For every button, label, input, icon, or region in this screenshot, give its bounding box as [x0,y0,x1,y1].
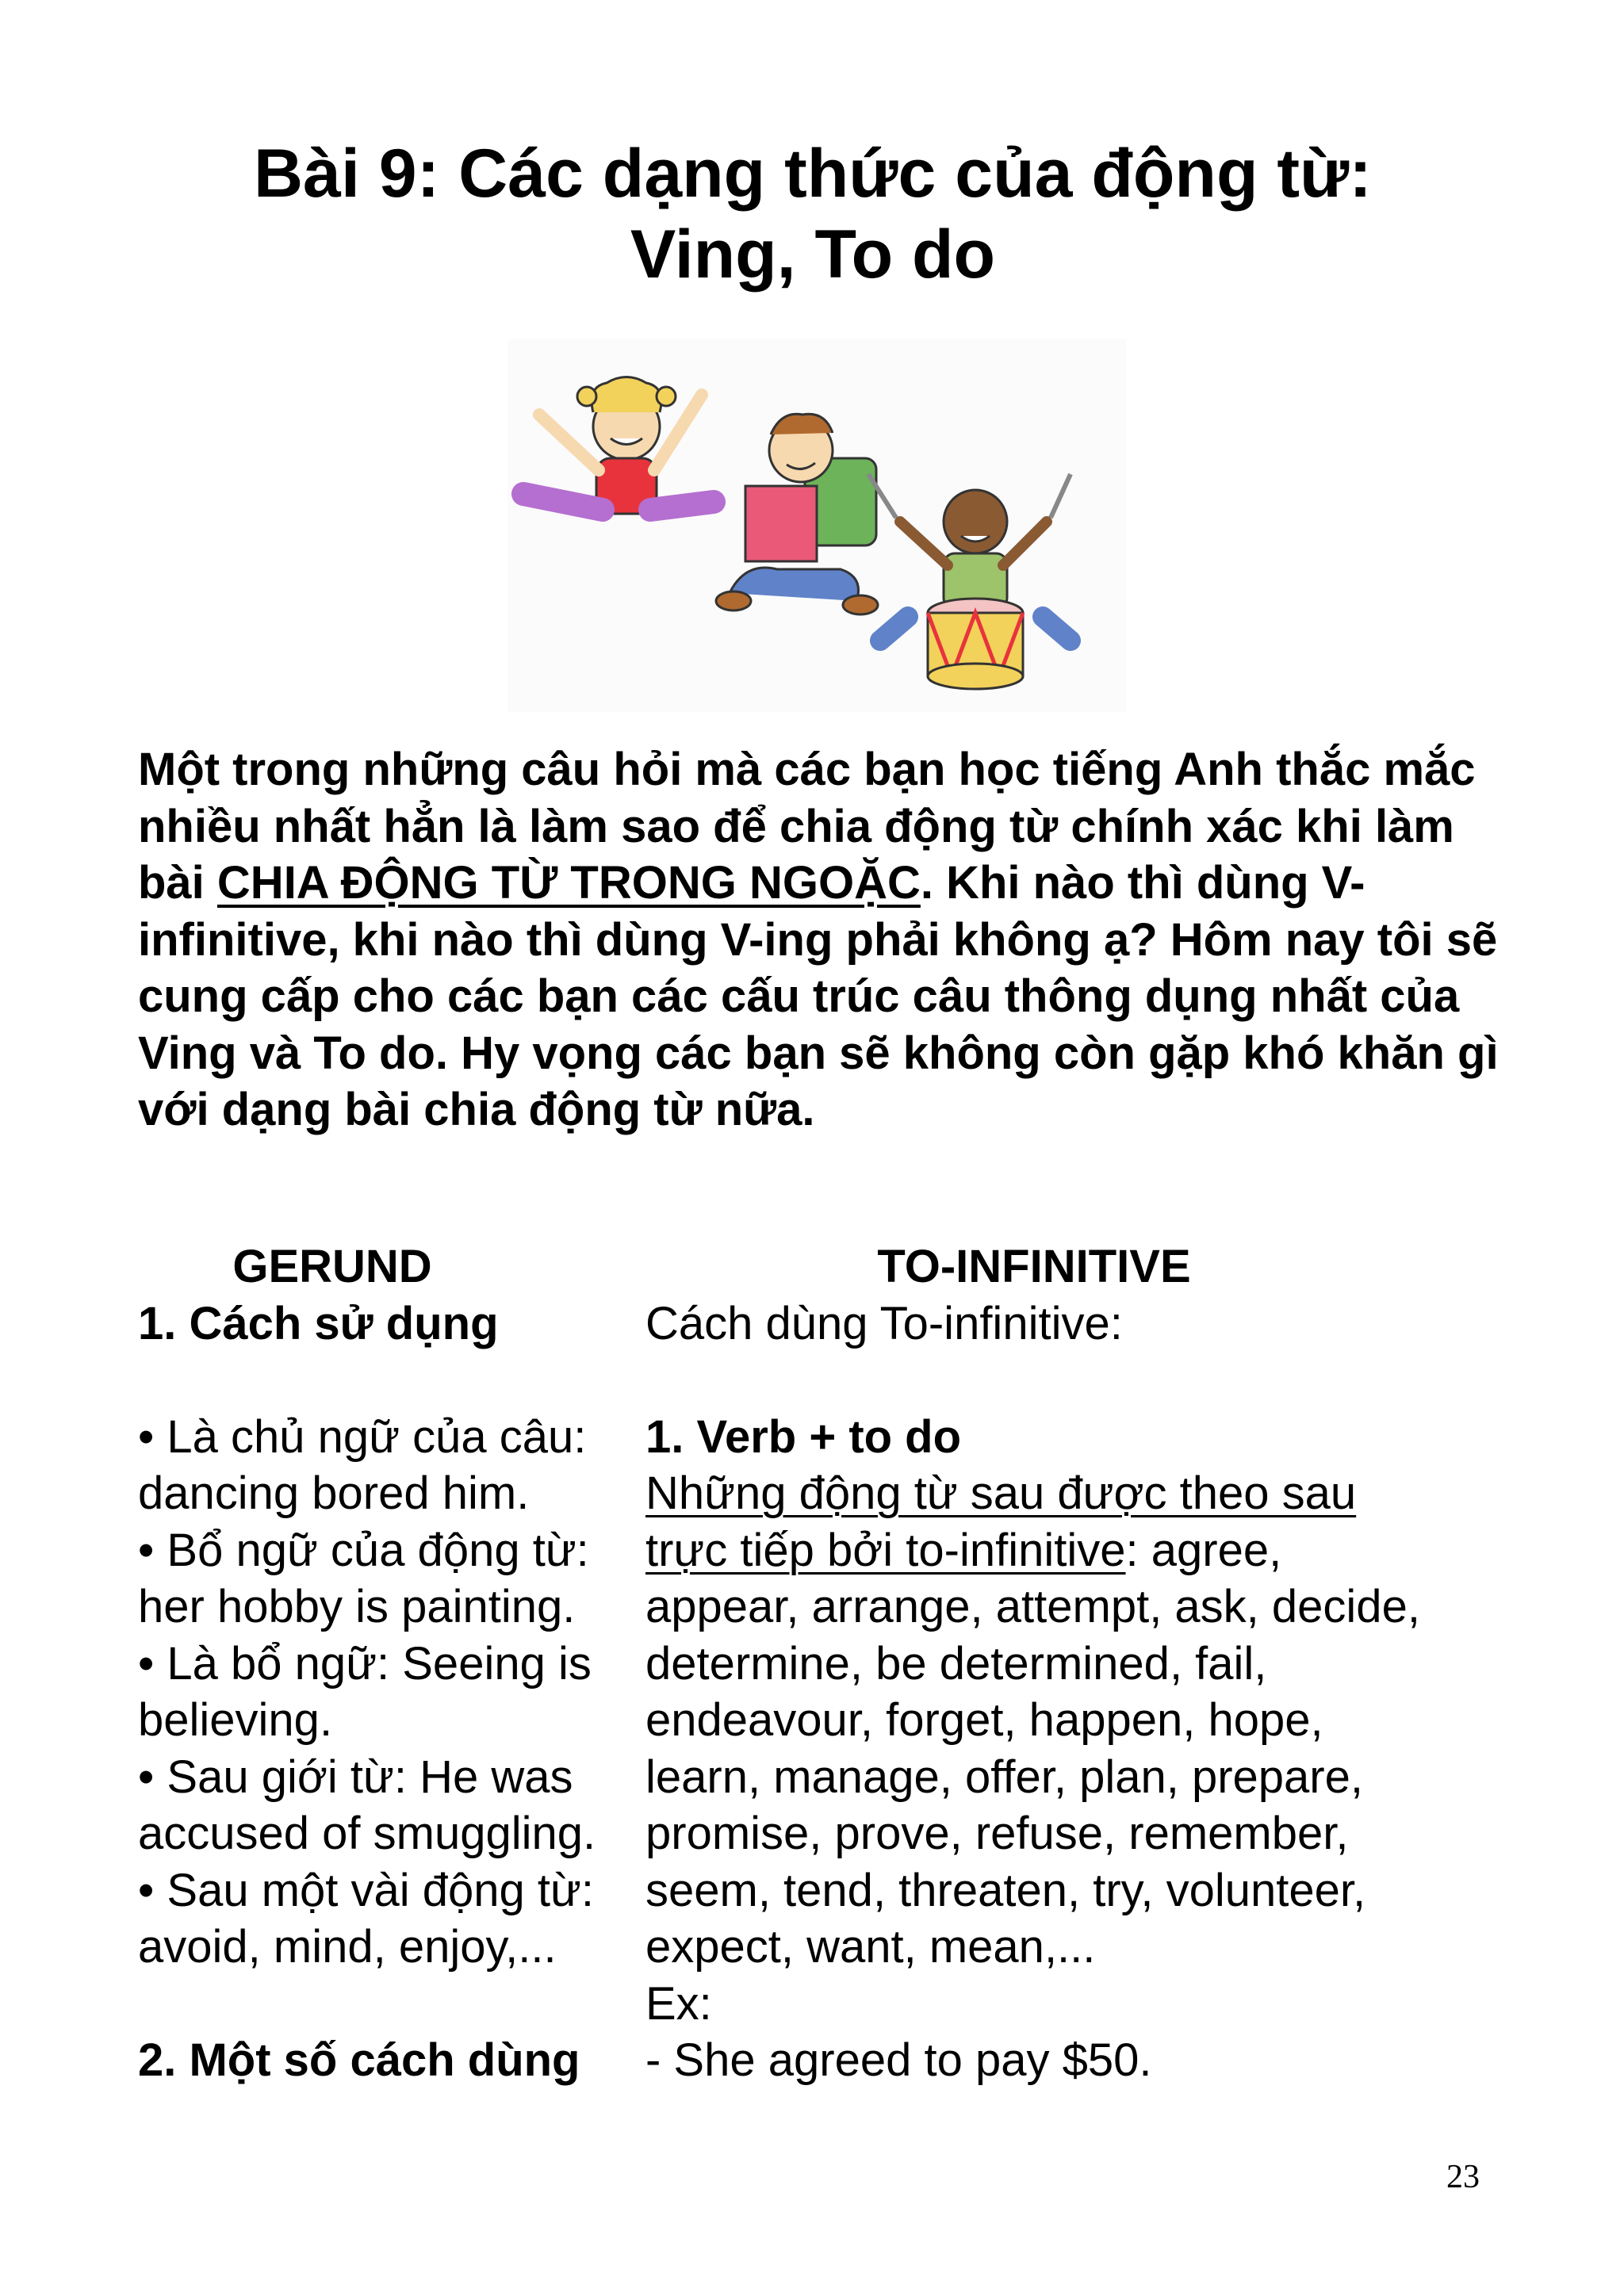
boy-reading-icon [716,414,878,614]
infinitive-underlined-line-2: trực tiếp bởi to-infinitive [645,1524,1126,1576]
gerund-use-1-example: dancing bored him. [138,1468,530,1519]
gerund-section-2-title: 2. Một số cách dùng [138,2034,580,2086]
intro-paragraph [138,741,1502,1138]
gerund-use-3-example: believing. [138,1694,333,1746]
infinitive-underlined-line-1: Những động từ sau được theo sau [645,1468,1357,1519]
infinitive-verb-line: expect, want, mean,... [645,1921,1096,1973]
gerund-use-5-label: • Sau một vài động từ: [138,1864,594,1916]
infinitive-section-1-title: 1. Verb + to do [645,1410,962,1463]
intro-text-part1: Một trong những câu hỏi mà các bạn học tiếng Anh thắc mắc nhiều nhất hẳn là làm sao để chia động từ chính xác khi làm bài [138,744,1476,909]
infinitive-header: TO-INFINITIVE [877,1241,1191,1292]
gerund-use-3-label: • Là bổ ngữ: Seeing is [138,1637,592,1689]
kids-illustration-icon [508,339,1126,712]
infinitive-verb-line: learn, manage, offer, plan, prepare, [645,1751,1363,1803]
infinitive-column [645,1238,1518,2089]
gerund-use-2-example: her hobby is painting. [138,1581,576,1632]
gerund-use-5-example: avoid, mind, enjoy,... [138,1921,557,1973]
infinitive-verb-line: endeavour, forget, happen, hope, [645,1694,1323,1746]
gerund-use-1-label: • Là chủ ngữ của câu: [138,1410,587,1463]
gerund-use-4-label: • Sau giới từ: He was [138,1751,573,1803]
infinitive-ex-label: Ex: [645,1977,712,2030]
infinitive-verb-line: seem, tend, threaten, try, volunteer, [645,1864,1366,1916]
page-title [143,133,1483,295]
infinitive-verb-line: determine, be determined, fail, [645,1637,1267,1689]
gerund-use-2-label: • Bổ ngữ của động từ: [138,1524,589,1576]
boy-drumming-icon [868,474,1071,689]
intro-text-part2: . Khi nào thì dùng V-infinitive, khi nào thì dùng V-ing phải không ạ? Hôm nay tôi sẽ cung cấp cho các bạn các cấu trúc câu thông dụng nhất của Ving và To do. Hy vọng các bạn sẽ không còn gặp khó khăn gì với dạng bài chia động từ nữa. [138,857,1499,1135]
infinitive-verb-line: promise, prove, refuse, remember, [645,1808,1349,1859]
infinitive-verb-line: appear, arrange, attempt, ask, decide, [645,1581,1420,1632]
infinitive-after-underline: : agree, [1125,1524,1282,1576]
page-number: 23 [1446,2159,1480,2195]
gerund-use-4-example: accused of smuggling. [138,1808,596,1859]
gerund-header: GERUND [232,1241,432,1292]
infinitive-intro: Cách dùng To-infinitive: [645,1297,1123,1349]
title-line-1: Bài 9: Các dạng thức của động từ: [254,136,1372,212]
infinitive-example: - She agreed to pay $50. [645,2034,1152,2086]
girl-jumping-icon [523,377,714,515]
intro-underlined-text: CHIA ĐỘNG TỪ TRONG NGOẶC [216,857,921,909]
three-kids-illustration [508,339,1126,712]
gerund-section-1-title: 1. Cách sử dụng [138,1297,499,1349]
gerund-column [138,1238,638,2089]
title-line-2: Ving, To do [630,216,996,293]
